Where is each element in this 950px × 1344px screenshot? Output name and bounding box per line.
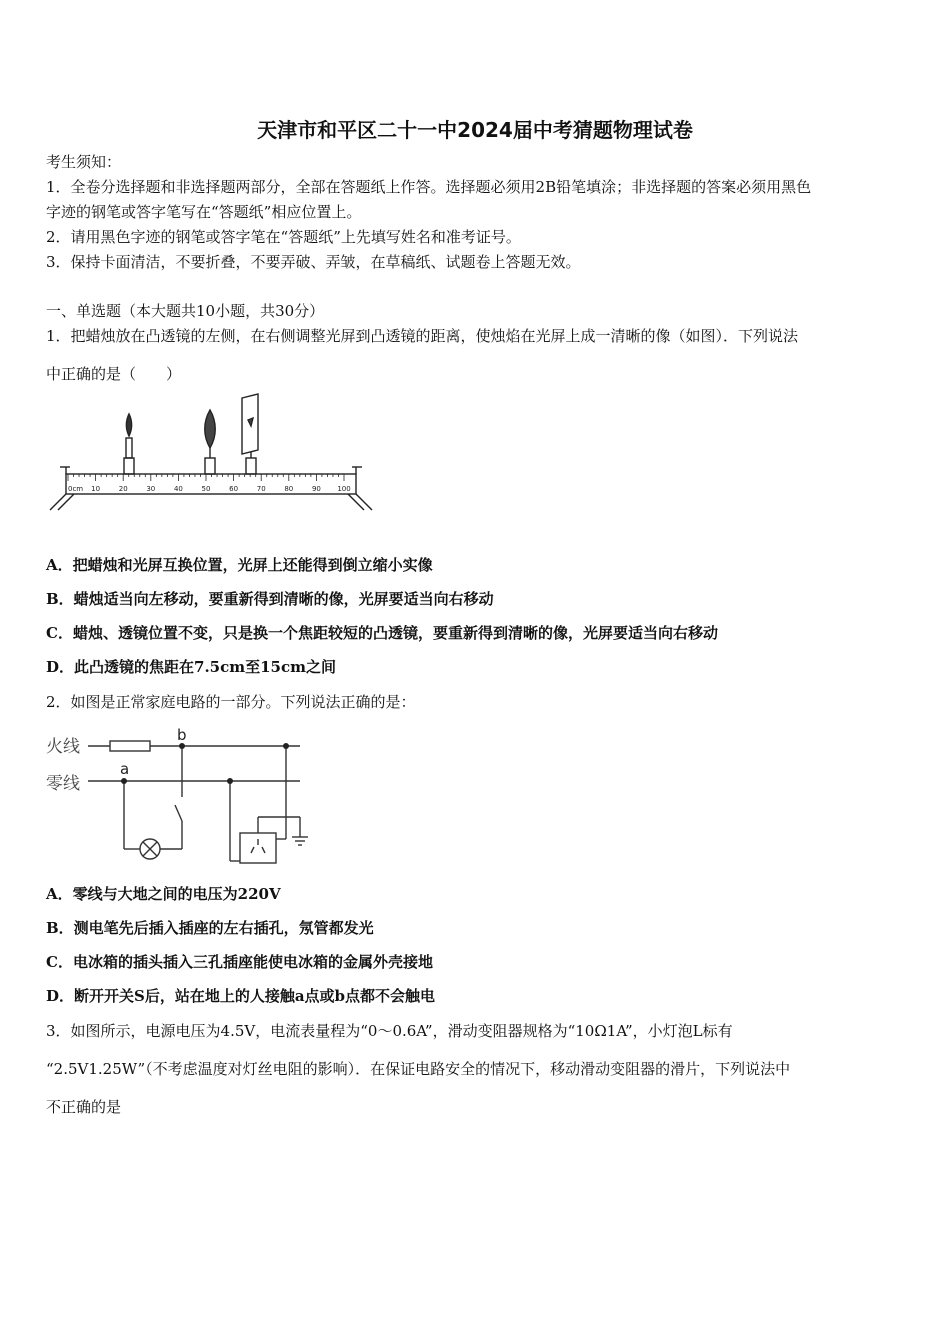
ruler-tick-label: 100 (337, 485, 351, 493)
ruler-tick-label: 50 (201, 485, 211, 493)
ruler-tick-label: 10 (91, 485, 101, 493)
q2-option-d: D．断开开关S后，站在地上的人接触a点或b点都不会触电 (46, 987, 436, 1005)
ruler-tick-label: 60 (229, 485, 239, 493)
section-heading: 一、单选题（本大题共10小题，共30分） (46, 302, 325, 320)
ruler-tick-label: 40 (173, 485, 183, 493)
household-circuit-figure (44, 725, 314, 870)
neutral-wire-label: 零线 (46, 774, 80, 794)
q1-option-c: C．蜡烛、透镜位置不变，只是换一个焦距较短的凸透镜，要重新得到清晰的像，光屏要适当向右移动 (46, 624, 718, 642)
ruler-tick-label: 20 (118, 485, 128, 493)
q2-stem: 2．如图是正常家庭电路的一部分。下列说法正确的是： (46, 693, 416, 711)
q2-option-c: C．电冰箱的插头插入三孔插座能使电冰箱的金属外壳接地 (46, 953, 433, 971)
notice-item-1-line-2: 字迹的钢笔或答字笔写在“答题纸”相应位置上。 (46, 203, 362, 221)
optical-bench-figure (46, 392, 376, 517)
ruler-tick-label: 70 (256, 485, 266, 493)
q3-stem-line-2: “2.5V1.25W”（不考虑温度对灯丝电阻的影响）．在保证电路安全的情况下，移动滑动变阻器的滑片，下列说法中 (46, 1060, 791, 1078)
notice-heading: 考生须知： (46, 153, 122, 171)
ruler-tick-label: 90 (311, 485, 321, 493)
q1-stem-line-2: 中正确的是（ ） (46, 365, 182, 383)
q2-option-b: B．测电笔先后插入插座的左右插孔，氖管都发光 (46, 919, 374, 937)
q2-option-a: A．零线与大地之间的电压为220V (46, 885, 281, 903)
live-wire-label: 火线 (46, 737, 80, 757)
q1-option-a: A．把蜡烛和光屏互换位置，光屏上还能得到倒立缩小实像 (46, 556, 433, 574)
notice-item-2: 2．请用黑色字迹的钢笔或答字笔在“答题纸”上先填写姓名和准考证号。 (46, 228, 521, 246)
notice-item-1-line-1: 1．全卷分选择题和非选择题两部分，全部在答题纸上作答。选择题必须用2B铅笔填涂；非选择题的答案必须用黑色 (46, 178, 812, 196)
ruler-tick-label: 30 (146, 485, 156, 493)
q3-stem-line-1: 3．如图所示，电源电压为4.5V，电流表量程为“0～0.6A”，滑动变阻器规格为“10Ω1A”，小灯泡L标有 (46, 1022, 733, 1040)
ruler-tick-label: 80 (284, 485, 294, 493)
ruler-unit-label: 0cm (68, 485, 84, 493)
page-title: 天津市和平区二十一中2024届中考猜题物理试卷 (257, 118, 693, 142)
q1-option-d: D．此凸透镜的焦距在7.5cm至15cm之间 (46, 658, 336, 676)
q1-option-b: B．蜡烛适当向左移动，要重新得到清晰的像，光屏要适当向右移动 (46, 590, 494, 608)
q3-stem-line-3: 不正确的是 (46, 1098, 122, 1116)
q1-stem-line-1: 1．把蜡烛放在凸透镜的左侧，在右侧调整光屏到凸透镜的距离，使烛焰在光屏上成一清晰的像（如图）．下列说法 (46, 327, 799, 345)
notice-item-3: 3．保持卡面清洁，不要折叠，不要弄破、弄皱，在草稿纸、试题卷上答题无效。 (46, 253, 581, 271)
point-b-label: b (177, 726, 187, 744)
point-a-label: a (120, 760, 130, 778)
